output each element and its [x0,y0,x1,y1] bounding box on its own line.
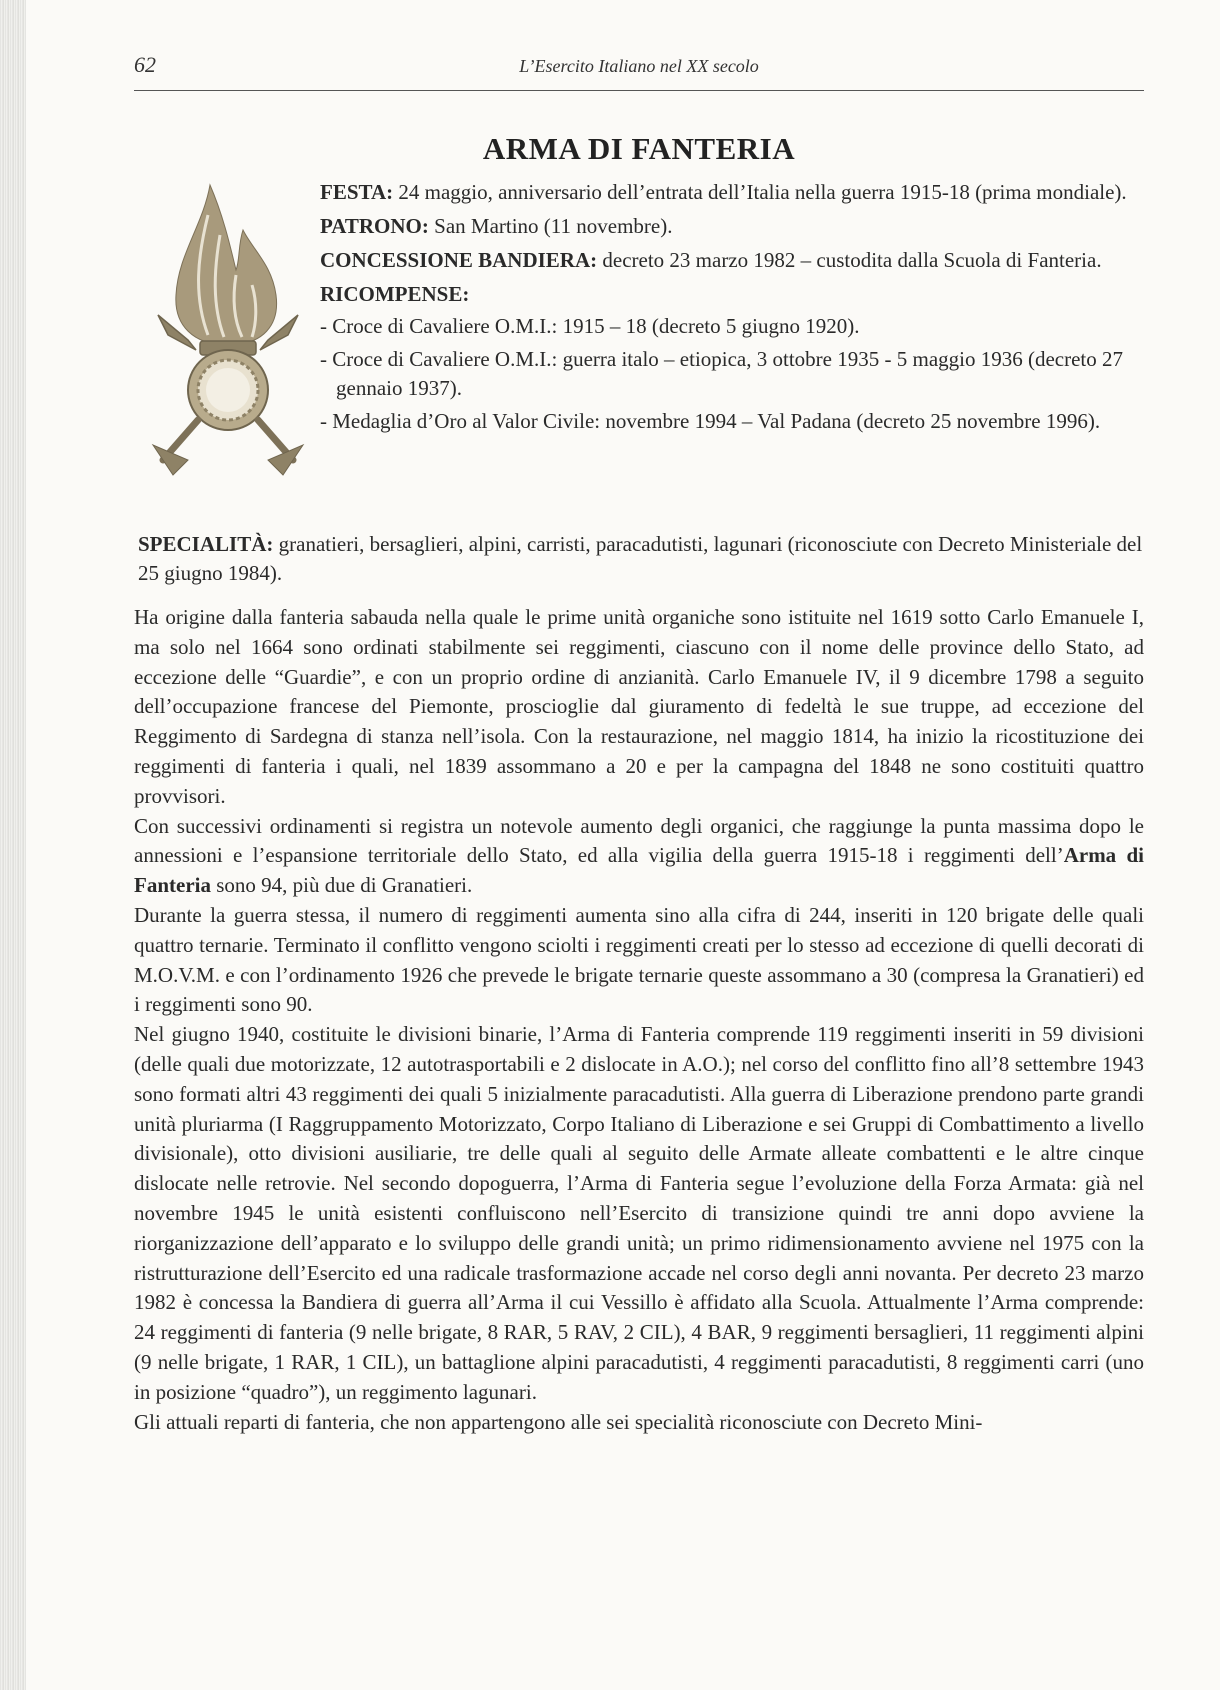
info-block [320,178,1144,440]
running-head [134,50,1144,91]
patrono-line [320,212,1144,241]
ricompense-list [320,312,1144,436]
ricompense-heading [320,280,1144,309]
body-paragraph: Durante la guerra stessa, il numero di reggimenti aumenta sino alla cifra di 244, inseriti in 120 brigate delle quali quattro ternarie. Terminato il conflitto vengono sciolti i reggimenti creati per lo stesso ad eccezione di quelli decorati di M.O.V.M. e con l’ordinamento 1926 che prevede le brigate ternarie queste assommano a 30 (compresa la Granatieri) ed i reggimenti sono 90. [134,902,1144,1017]
page-number: 62 [134,52,156,77]
ricompense-label: RICOMPENSE: [320,282,470,306]
page-binding-edge [0,0,26,1690]
patrono-text: San Martino (11 novembre). [434,214,673,238]
list-item: - Medaglia d’Oro al Valor Civile: novembre 1994 – Val Padana (decreto 25 novembre 1996). [320,409,1101,433]
body-paragraph [134,812,1144,901]
body-paragraph: Gli attuali reparti di fanteria, che non appartengono alle sei specialità riconosciute con Decreto Mini- [134,1409,983,1434]
list-item: - Croce di Cavaliere O.M.I.: guerra italo – etiopica, 3 ottobre 1935 - 5 maggio 1936 (decreto 27 gennaio 1937). [320,347,1124,400]
emphasis-arma-di-fanteria: Arma di Fanteria [134,843,1144,898]
patrono-label: PATRONO: [320,214,429,238]
specialita-line [138,530,1144,588]
body-paragraph: Nel giugno 1940, costituite le divisioni binarie, l’Arma di Fanteria comprende 119 reggimenti inseriti in 59 divisioni (delle quali due motorizzate, 12 autotrasportabili e 2 dislocate in A.O.); nel corso del conflitto fino all’8 settembre 1943 sono formati altri 43 reggimenti dei quali 5 inizialmente paracadutisti. Alla guerra di Liberazione prendono parte grandi unità pluriarma (I Raggruppamento Motorizzato, Corpo Italiano di Liberazione e sei Gruppi di Combattimento a livello divisionale), otto divisioni ausiliarie, tre delle quali al seguito delle Armate alleate combattenti e le altre cinque dislocate nelle retrovie. Nel secondo dopoguerra, l’Arma di Fanteria segue l’evoluzione della Forza Armata: già nel novembre 1945 le unità esistenti confluiscono nell’Esercito di transizione quindi tre anni dopo avviene la riorganizzazione dell’apparato e lo sviluppo delle grandi unità; un primo ridimensionamento avviene nel 1975 con la ristrutturazione dell’Esercito ed una radicale trasformazione accade nel corso degli anni novanta. Per decreto 23 marzo 1982 è concessa la Bandiera di guerra all’Arma il cui Vessillo è affidato alla Scuola. Attualmente l’Arma comprende: 24 reggimenti di fanteria (9 nelle brigate, 8 RAR, 5 RAV, 2 CIL), 4 BAR, 9 reggimenti bersaglieri, 11 reggimenti alpini (9 nelle brigate, 1 RAR, 1 CIL), un battaglione alpini paracadutisti, 4 reggimenti paracadutisti, 8 reggimenti carri (uno in posizione “quadro”), un reggimento lagunari. [134,1022,1144,1404]
body-text [134,603,1144,1437]
bandiera-text: decreto 23 marzo 1982 – custodita dalla Scuola di Fanteria. [602,248,1102,272]
specialita-text: granatieri, bersaglieri, alpini, carristi, paracadutisti, lagunari (riconosciute con Decreto Ministeriale del 25 giugno 1984). [138,532,1143,585]
bandiera-line [320,246,1144,275]
text-run: Con successivi ordinamenti si registra un notevole aumento degli organici, che raggiunge la punta massima dopo le annessioni e l’espansione territoriale dello Stato, ed alla vigilia della guerra 1915-18 i reggimenti dell’ [134,813,1144,868]
page-title: ARMA DI FANTERIA [482,130,796,166]
festa-line [320,178,1144,207]
flaming-grenade-emblem-icon [148,175,308,485]
festa-label: FESTA: [320,180,394,204]
book-title: L’Esercito Italiano nel XX secolo [519,56,759,76]
festa-text: 24 maggio, anniversario dell’entrata dell’Italia nella guerra 1915-18 (prima mondiale). [398,180,1127,204]
list-item: - Croce di Cavaliere O.M.I.: 1915 – 18 (decreto 5 giugno 1920). [320,314,860,338]
specialita-label: SPECIALITÀ: [138,532,274,556]
bandiera-label: CONCESSIONE BANDIERA: [320,248,598,272]
text-run: sono 94, più due di Granatieri. [210,873,473,898]
body-paragraph: Ha origine dalla fanteria sabauda nella quale le prime unità organiche sono istituite nel 1619 sotto Carlo Emanuele I, ma solo nel 1664 sono ordinati stabilmente sei reggimenti, ciascuno con il nome delle province dello Stato, ad eccezione delle “Guardie”, e con un proprio ordine di anzianità. Carlo Emanuele IV, il 9 dicembre 1798 a seguito dell’occupazione francese del Piemonte, proscioglie dal giuramento di fedeltà le sue truppe, ad eccezione del Reggimento di Sardegna di stanza nell’isola. Con la restaurazione, nel maggio 1814, ha inizio la ricostituzione dei reggimenti di fanteria i quali, nel 1839 assommano a 20 e per la campagna del 1848 ne sono costituiti quattro provvisori. [134,605,1144,808]
